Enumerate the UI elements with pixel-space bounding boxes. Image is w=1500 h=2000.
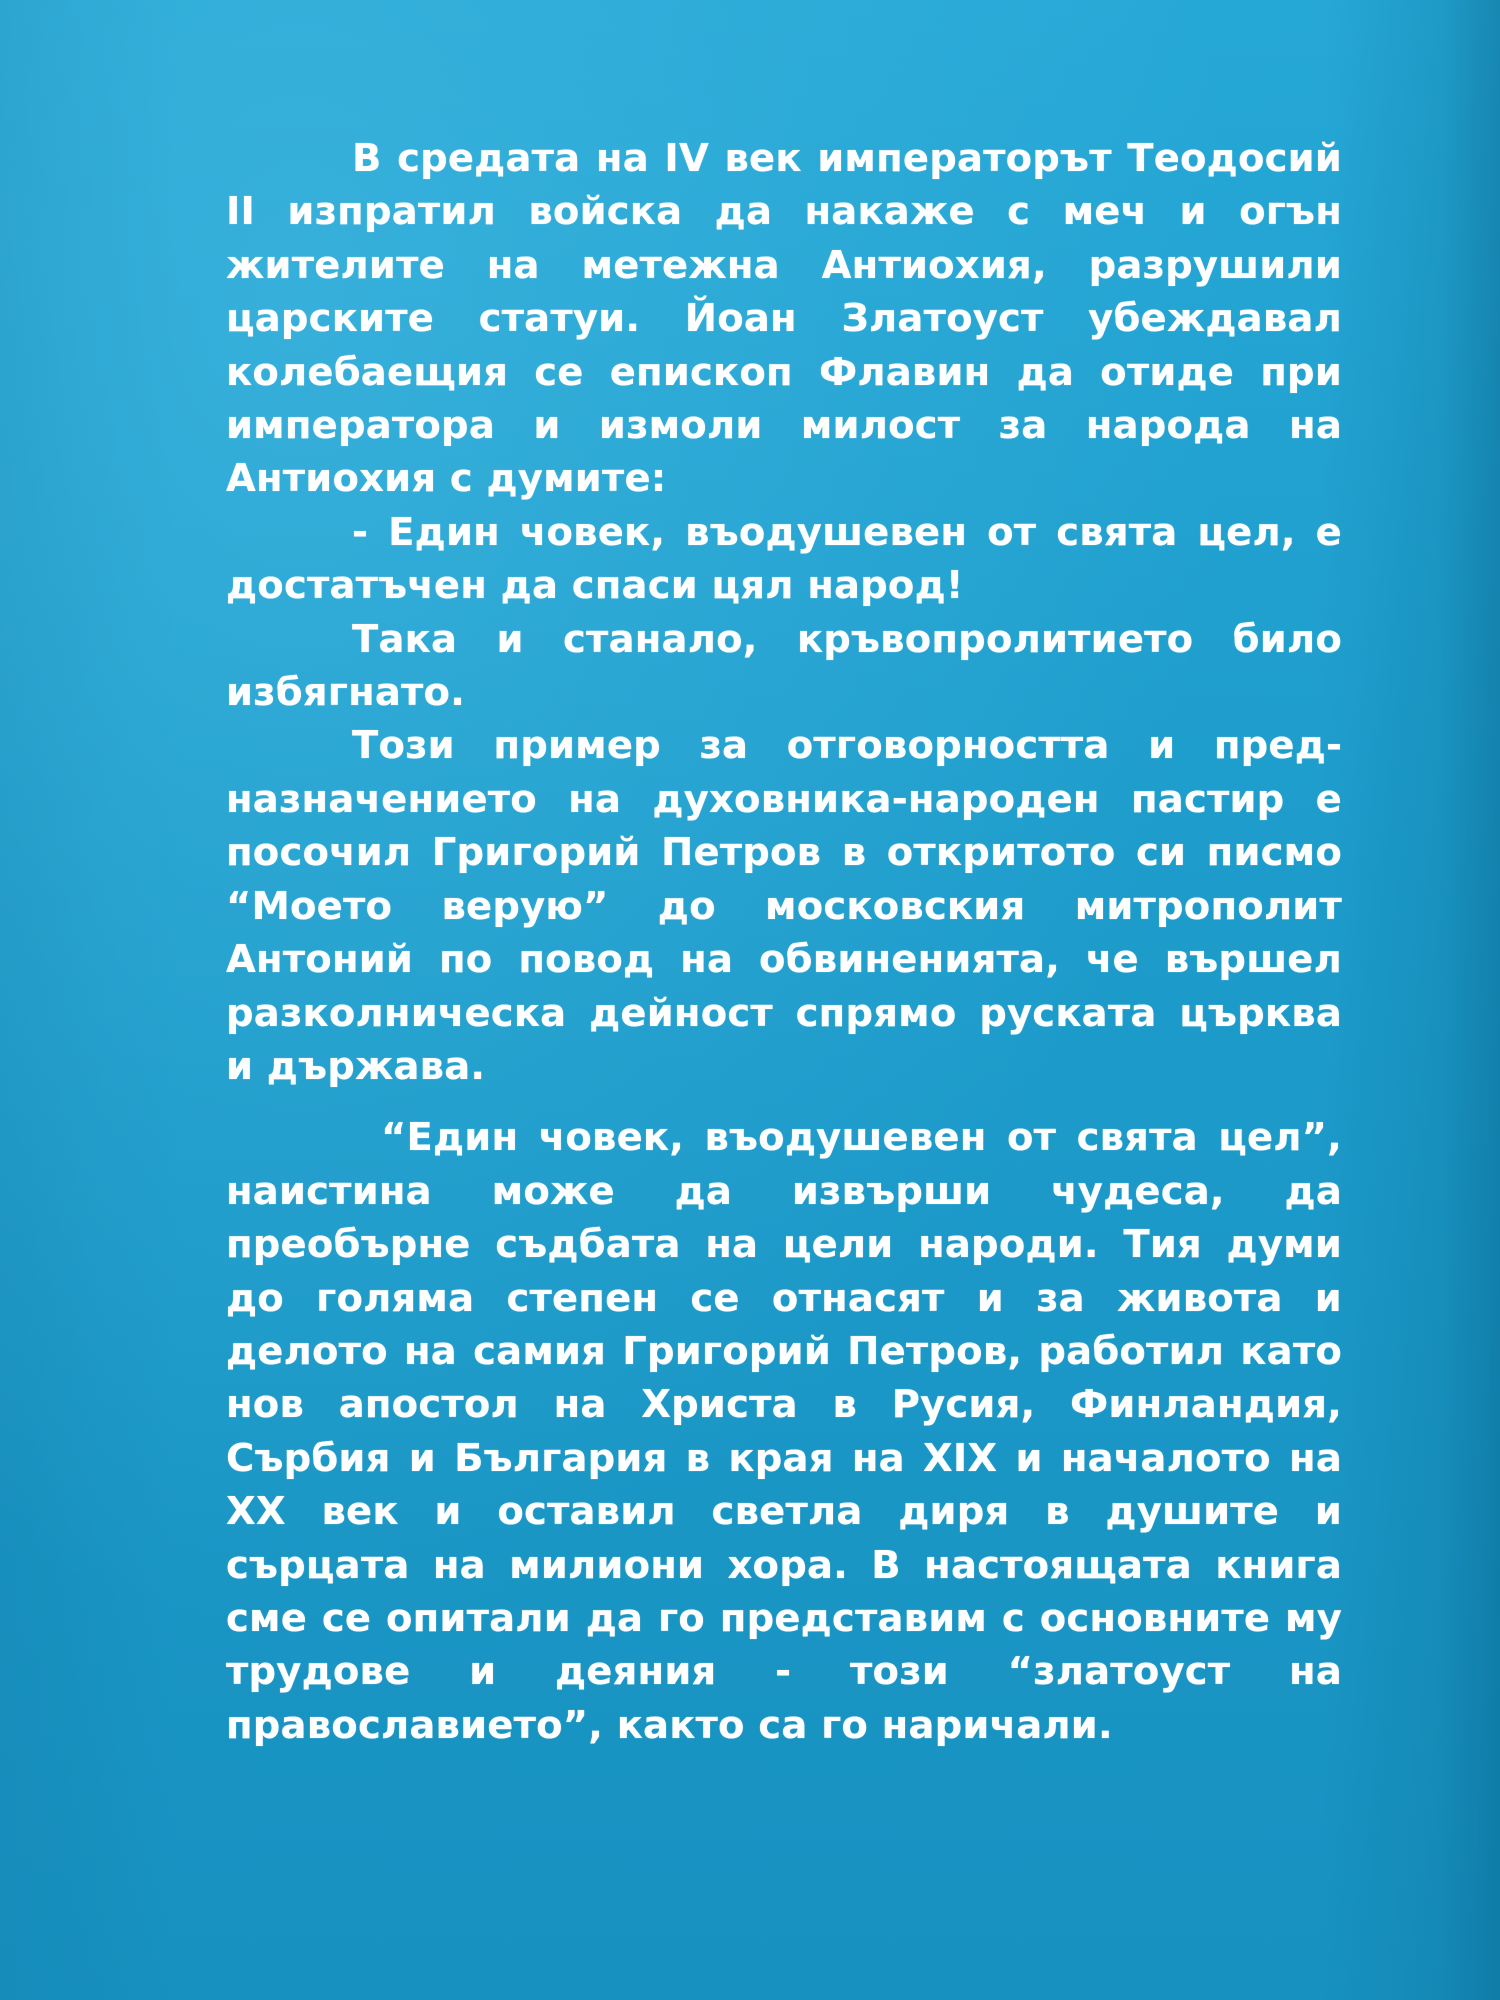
paragraph-grigoriy-petrov: “Един човек, въодушевен от свята цел”, наистина може да извърши чудеса, да преобърне съдбата на цели народи. Тия думи до голяма степен се отнасят и за живота и делото на самия Григорий Петров, работил като нов апостол на Христа в Русия, Финландия, Сърбия и България в края на XIX и началото на XX век и оставил светла диря в душите и сърцата на милиони хора. В настоящата книга сме се опитали да го представим с основните му трудове и деяния - този “златоуст на православието”, както са го наричали. [226, 1115, 1342, 1748]
paragraph-quote-one-man: - Един човек, въодушевен от свята цел, е достатъчен да спаси цял народ! [226, 509, 1342, 609]
book-cover-edge-shading [1440, 0, 1500, 2000]
paragraph-bloodshed-avoided: Така и станало, кръвопролитието било избягнато. [226, 616, 1342, 716]
paragraph-theodosius: В средата на IV век императорът Теодосий II изпратил войска да накаже с меч и огън жителите на метежна Антиохия, разрушили царските статуи. Йоан Златоуст убеждавал колебаещия се епископ Флавин да отиде при императора и измоли милост за народа на Антиохия с думите: [226, 136, 1342, 502]
cover-text-block [226, 132, 1342, 1752]
paragraph-example-responsibility: Този пример за отговорността и предназначението на духовника-народен пастир е посочил Григорий Петров в откритото си писмо “Моето верую” до московския митрополит Антоний по повод на обвиненията, че вършел разколническа дейност спрямо руската църква и държава. [226, 723, 1342, 1089]
